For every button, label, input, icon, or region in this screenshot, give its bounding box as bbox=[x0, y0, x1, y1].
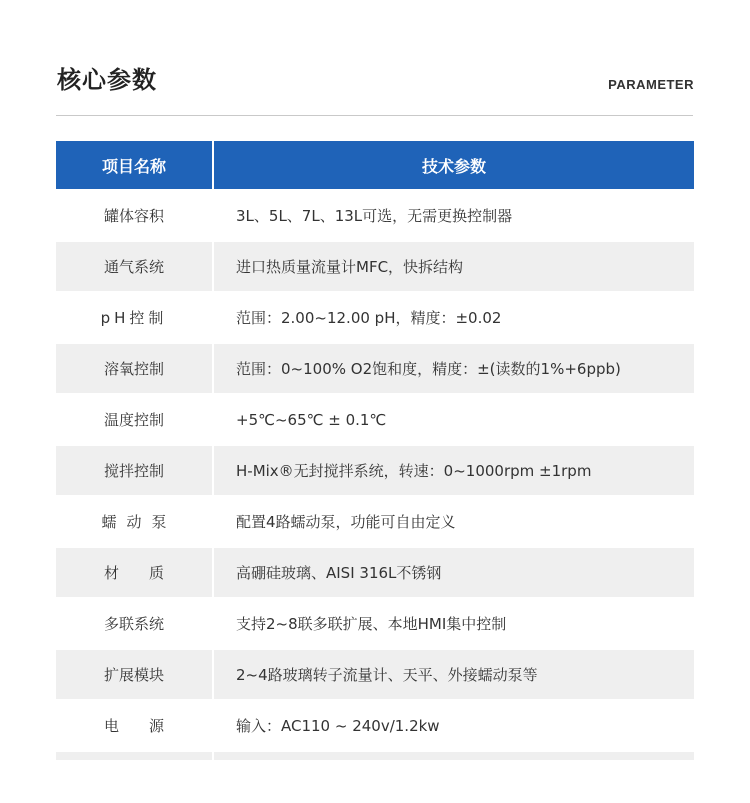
table-row bbox=[56, 395, 694, 444]
param-value: H-Mix®无封搅拌系统，转速：0~1000rpm ±1rpm bbox=[214, 446, 694, 495]
param-value: 范围：2.00~12.00 pH，精度：±0.02 bbox=[236, 309, 502, 327]
param-value: 支持2~8联多联扩展、本地HMI集中控制 bbox=[236, 615, 507, 633]
param-name bbox=[56, 497, 212, 546]
param-name: 扩展模块 bbox=[56, 650, 212, 699]
param-value: 3L、5L、7L、13L可选，无需更换控制器 bbox=[236, 207, 513, 225]
param-value: 高硼硅玻璃、AISI 316L不锈钢 bbox=[214, 548, 694, 597]
table-row bbox=[56, 701, 694, 750]
param-name: 溶氧控制 bbox=[56, 344, 212, 393]
param-name: 搅拌控制 bbox=[56, 446, 212, 495]
param-name-text: 材质 bbox=[103, 564, 194, 582]
param-value: 配置4路蠕动泵，功能可自由定义 bbox=[236, 513, 456, 531]
param-value-cutoff bbox=[214, 752, 694, 760]
param-name: 通气系统 bbox=[56, 242, 212, 291]
param-name: 温度控制 bbox=[103, 411, 164, 429]
divider bbox=[56, 115, 693, 116]
table-row bbox=[56, 497, 694, 546]
table-row bbox=[56, 446, 694, 495]
column-header-value: 技术参数 bbox=[214, 141, 694, 189]
param-name: 罐体容积 bbox=[103, 207, 164, 225]
param-name bbox=[56, 548, 212, 597]
table-header bbox=[56, 141, 694, 189]
table-row-cutoff bbox=[56, 752, 694, 760]
table-row bbox=[56, 599, 694, 648]
param-name-cutoff bbox=[56, 752, 212, 760]
param-name-text: 电源 bbox=[103, 717, 194, 735]
param-value: 输入：AC110 ~ 240v/1.2kw bbox=[236, 717, 440, 735]
page-subtitle: PARAMETER bbox=[608, 77, 694, 92]
param-value: 范围：0~100% O2饱和度，精度：±(读数的1%+6ppb) bbox=[214, 344, 694, 393]
table-row bbox=[56, 191, 694, 240]
column-header-name: 项目名称 bbox=[56, 141, 212, 189]
param-name bbox=[56, 701, 212, 750]
table-row bbox=[56, 293, 694, 342]
param-name bbox=[56, 293, 212, 342]
param-name: 多联系统 bbox=[103, 615, 164, 633]
param-value: +5℃~65℃ ± 0.1℃ bbox=[236, 410, 387, 429]
table-row bbox=[56, 548, 694, 597]
param-name-text: 蠕动泵 bbox=[101, 513, 177, 531]
table-row bbox=[56, 242, 694, 291]
param-name-text: pH控制 bbox=[100, 309, 168, 327]
table-row bbox=[56, 650, 694, 699]
table-row bbox=[56, 344, 694, 393]
page-title: 核心参数 bbox=[57, 66, 157, 94]
param-value: 进口热质量流量计MFC，快拆结构 bbox=[214, 242, 694, 291]
spec-table bbox=[56, 141, 694, 760]
param-value: 2~4路玻璃转子流量计、天平、外接蠕动泵等 bbox=[214, 650, 694, 699]
